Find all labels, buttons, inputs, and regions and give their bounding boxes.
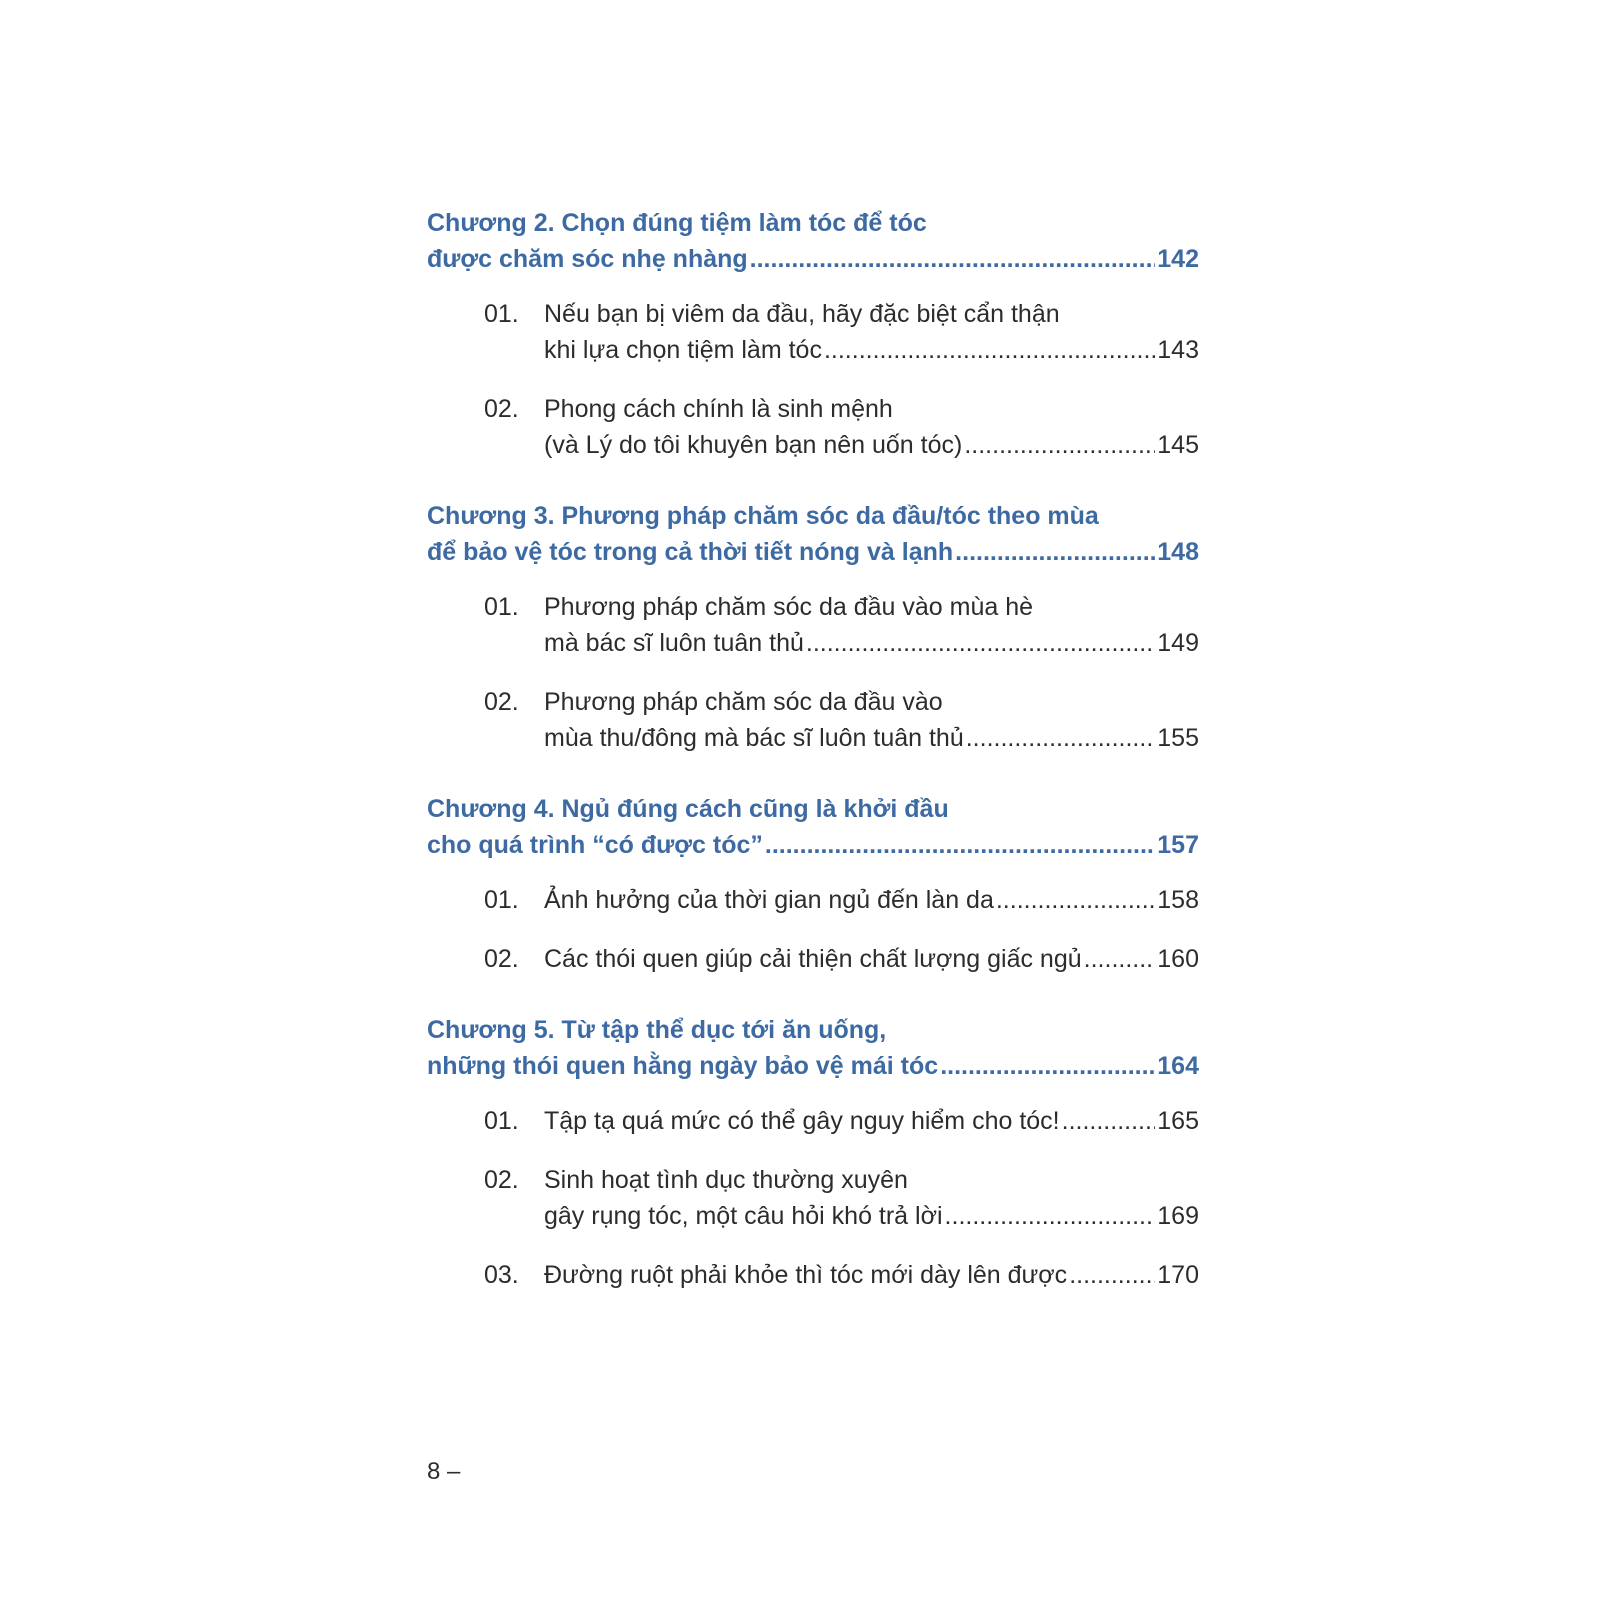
- dot-leader: [750, 241, 1156, 277]
- dot-leader: [806, 625, 1155, 661]
- entry-page-number: 155: [1157, 724, 1199, 752]
- table-of-contents: [427, 205, 1199, 1316]
- chapter-page-number: 142: [1157, 245, 1199, 273]
- toc-entry[interactable]: [484, 1103, 1199, 1139]
- entry-page-number: 165: [1157, 1107, 1199, 1135]
- dot-leader: [966, 720, 1156, 756]
- chapter-title-line1: Chương 4. Ngủ đúng cách cũng là khởi đầu: [427, 795, 949, 823]
- entry-title-line1-row: [544, 1103, 1199, 1139]
- dot-leader: [945, 1198, 1156, 1234]
- entry-title-line1-row: [544, 882, 1199, 918]
- dot-leader: [824, 332, 1155, 368]
- entry-title-line2: mà bác sĩ luôn tuân thủ: [544, 629, 804, 657]
- entry-number: 01.: [484, 300, 519, 328]
- entry-body: [544, 882, 1199, 918]
- dot-leader: [1062, 1103, 1156, 1139]
- chapter-page-number: 164: [1157, 1052, 1199, 1080]
- toc-entry[interactable]: [484, 882, 1199, 918]
- dot-leader: [765, 827, 1155, 863]
- chapter-title-line2: những thói quen hằng ngày bảo vệ mái tóc: [427, 1052, 939, 1080]
- chapter-heading[interactable]: [427, 498, 1199, 570]
- entry-number: 01.: [484, 1107, 519, 1135]
- entry-title-line1: Tập tạ quá mức có thể gây nguy hiểm cho tóc!: [544, 1107, 1060, 1135]
- page-number: 8 –: [427, 1458, 461, 1485]
- chapter-heading[interactable]: [427, 205, 1199, 277]
- entry-page-number: 145: [1157, 431, 1199, 459]
- dot-leader: [955, 534, 1155, 570]
- entry-title-line2: mùa thu/đông mà bác sĩ luôn tuân thủ: [544, 724, 964, 752]
- entry-title-line1: Sinh hoạt tình dục thường xuyên: [544, 1166, 908, 1194]
- entry-title-line1: Các thói quen giúp cải thiện chất lượng giấc ngủ: [544, 945, 1082, 973]
- entry-page-number: 143: [1157, 336, 1199, 364]
- entry-body: [544, 941, 1199, 977]
- dot-leader: [964, 427, 1155, 463]
- entry-title-line2-row: [544, 1198, 1199, 1234]
- dot-leader: [996, 882, 1155, 918]
- toc-entry[interactable]: [484, 1162, 1199, 1234]
- entry-body: [544, 1103, 1199, 1139]
- entry-title-line1: Phương pháp chăm sóc da đầu vào: [544, 688, 943, 716]
- entry-title-line2-row: [544, 625, 1199, 661]
- dot-leader: [940, 1048, 1155, 1084]
- entry-title-line1-row: [544, 1257, 1199, 1293]
- toc-entry[interactable]: [484, 1257, 1199, 1293]
- toc-entry[interactable]: [484, 684, 1199, 756]
- entry-title-line2: khi lựa chọn tiệm làm tóc: [544, 336, 822, 364]
- entry-body: [544, 589, 1199, 661]
- entry-number: 02.: [484, 945, 519, 973]
- chapter-title-line2: được chăm sóc nhẹ nhàng: [427, 245, 748, 273]
- chapter-title-line2-row: [427, 1048, 1199, 1084]
- entry-body: [544, 391, 1199, 463]
- toc-entry[interactable]: [484, 941, 1199, 977]
- entry-title-line1: Ảnh hưởng của thời gian ngủ đến làn da: [544, 886, 994, 914]
- chapter-title-line2-row: [427, 534, 1199, 570]
- entry-title-line2-row: [544, 332, 1199, 368]
- chapter-title-line2: cho quá trình “có được tóc”: [427, 831, 763, 859]
- entry-body: [544, 296, 1199, 368]
- toc-entry[interactable]: [484, 296, 1199, 368]
- toc-entry[interactable]: [484, 391, 1199, 463]
- chapter-title-line2-row: [427, 241, 1199, 277]
- entry-body: [544, 1162, 1199, 1234]
- toc-entry[interactable]: [484, 589, 1199, 661]
- entry-page-number: 149: [1157, 629, 1199, 657]
- entry-title-line2-row: [544, 720, 1199, 756]
- chapter-heading[interactable]: [427, 791, 1199, 863]
- entry-title-line1-row: [544, 941, 1199, 977]
- entry-page-number: 170: [1157, 1261, 1199, 1289]
- entry-title-line2-row: [544, 427, 1199, 463]
- chapter-title-line1: Chương 3. Phương pháp chăm sóc da đầu/tóc theo mùa: [427, 502, 1099, 530]
- entry-page-number: 169: [1157, 1202, 1199, 1230]
- entry-number: 02.: [484, 1166, 519, 1194]
- chapter-page-number: 157: [1157, 831, 1199, 859]
- entry-number: 01.: [484, 886, 519, 914]
- entry-title-line2: (và Lý do tôi khuyên bạn nên uốn tóc): [544, 431, 963, 459]
- entry-page-number: 158: [1157, 886, 1199, 914]
- entry-title-line1: Phong cách chính là sinh mệnh: [544, 395, 893, 423]
- chapter-title-line1: Chương 5. Từ tập thể dục tới ăn uống,: [427, 1016, 887, 1044]
- chapter-page-number: 148: [1157, 538, 1199, 566]
- entry-title-line2: gây rụng tóc, một câu hỏi khó trả lời: [544, 1202, 943, 1230]
- chapter-title-line2-row: [427, 827, 1199, 863]
- chapter-heading[interactable]: [427, 1012, 1199, 1084]
- entry-number: 02.: [484, 395, 519, 423]
- entry-title-line1: Đường ruột phải khỏe thì tóc mới dày lên được: [544, 1261, 1068, 1289]
- dot-leader: [1069, 1257, 1155, 1293]
- chapter-title-line2: để bảo vệ tóc trong cả thời tiết nóng và lạnh: [427, 538, 954, 566]
- entry-body: [544, 684, 1199, 756]
- entry-number: 02.: [484, 688, 519, 716]
- entry-number: 03.: [484, 1261, 519, 1289]
- entry-title-line1: Nếu bạn bị viêm da đầu, hãy đặc biệt cẩn thận: [544, 300, 1060, 328]
- entry-page-number: 160: [1157, 945, 1199, 973]
- chapter-title-line1: Chương 2. Chọn đúng tiệm làm tóc để tóc: [427, 209, 927, 237]
- entry-number: 01.: [484, 593, 519, 621]
- entry-title-line1: Phương pháp chăm sóc da đầu vào mùa hè: [544, 593, 1034, 621]
- entry-body: [544, 1257, 1199, 1293]
- dot-leader: [1084, 941, 1156, 977]
